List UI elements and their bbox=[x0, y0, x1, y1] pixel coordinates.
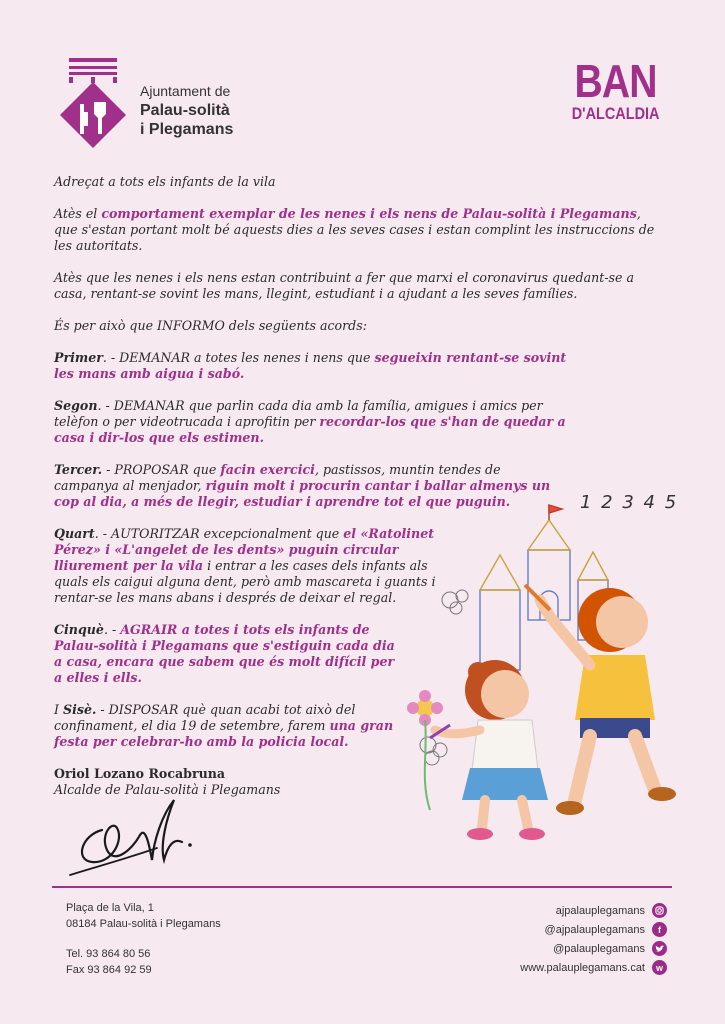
article-tercer: Tercer. - PROPOSAR que facin exercici, pastissos, muntin tendes de campanya al menjador, riguin molt i procurin cantar i ballar almenys un cop al dia, a més de llegir, estudiar i aprendre tot el que puguin. bbox=[54, 462, 551, 509]
ban-title: BAN bbox=[574, 55, 657, 107]
shield-emblem-icon bbox=[60, 82, 126, 148]
fax-number: Fax 93 864 92 59 bbox=[66, 964, 152, 976]
paragraph-1: Atès el comportament exemplar de les nenes i els nens de Palau-solità i Plegamans, que s'estan portant molt bé aquests dies a les seves cases i estan complint les instruccions de les autoritats. bbox=[54, 206, 655, 253]
logo-line-3: i Plegamans bbox=[140, 121, 234, 138]
crown-icon bbox=[66, 58, 120, 84]
footer-social bbox=[427, 901, 667, 977]
article-primer: Primer. - DEMANAR a totes les nenes i nens que segueixin rentant-se sovint les mans amb aigua i sabó. bbox=[54, 350, 567, 381]
number-sequence: 1 2 3 4 5 bbox=[580, 492, 679, 513]
signer-title: Alcalde de Palau-solità i Plegamans bbox=[54, 782, 281, 797]
address-line-1: Plaça de la Vila, 1 bbox=[66, 902, 154, 914]
article-segon: Segon. - DEMANAR que parlin cada dia amb la família, amigues i amics per telèfon o per videotrucada i aprofitin per recordar-los que s'han de quedar a casa i dir-los que els estimen. bbox=[54, 398, 566, 445]
ban-subtitle: D'ALCALDIA bbox=[571, 104, 660, 123]
article-quart: Quart. - AUTORITZAR excepcionalment que el «Ratolinet Pérez» i «L'angelet de les dents» puguin circular lliurement per la vila i entrar a les cases dels infants als quals els caigui alguna dent, però amb mascareta i guants i rentar-se les mans abans i després de deixar el regal. bbox=[54, 526, 436, 605]
facebook-icon: f bbox=[652, 922, 667, 937]
handwritten-signature bbox=[62, 790, 202, 880]
phone-number: Tel. 93 864 80 56 bbox=[66, 948, 151, 960]
ban-title-block bbox=[564, 55, 667, 124]
signer-name: Oriol Lozano Rocabruna bbox=[54, 766, 226, 781]
logo-line-2: Palau-solità bbox=[140, 102, 230, 119]
municipal-logo bbox=[60, 58, 270, 148]
paragraph-3: És per això que INFORMO dels següents acords: bbox=[54, 318, 367, 333]
footer-divider bbox=[52, 886, 672, 888]
article-sise: I Sisè. - DISPOSAR què quan acabi tot això del confinament, el dia 19 de setembre, farem una gran festa per celebrar-ho amb la policia local. bbox=[54, 702, 394, 749]
children-illustration bbox=[400, 480, 700, 850]
footer-address bbox=[66, 900, 221, 978]
instagram-icon bbox=[652, 903, 667, 918]
social-website[interactable]: www.palauplegamans.cat w bbox=[427, 958, 667, 977]
address-line-2: 08184 Palau-solità i Plegamans bbox=[66, 918, 221, 930]
article-cinque: Cinquè. - AGRAIR a totes i tots els infants de Palau-solità i Plegamans que s'estiguin cada dia a casa, encara que sabem que és molt difícil per a elles i ells. bbox=[54, 622, 395, 685]
social-twitter[interactable]: @palauplegamans bbox=[427, 939, 667, 958]
social-instagram[interactable]: ajpalauplegamans bbox=[427, 901, 667, 920]
logo-line-1: Ajuntament de bbox=[140, 83, 231, 99]
twitter-icon bbox=[652, 941, 667, 956]
paragraph-2: Atès que les nenes i els nens estan contribuint a fer que marxi el coronavirus quedant-se a casa, rentant-se sovint les mans, llegint, estudiant i a ajudant a les seves famílies. bbox=[54, 270, 634, 301]
greeting: Adreçat a tots els infants de la vila bbox=[54, 174, 276, 189]
social-facebook[interactable]: @ajpalauplegamans f bbox=[427, 920, 667, 939]
web-icon: w bbox=[652, 960, 667, 975]
